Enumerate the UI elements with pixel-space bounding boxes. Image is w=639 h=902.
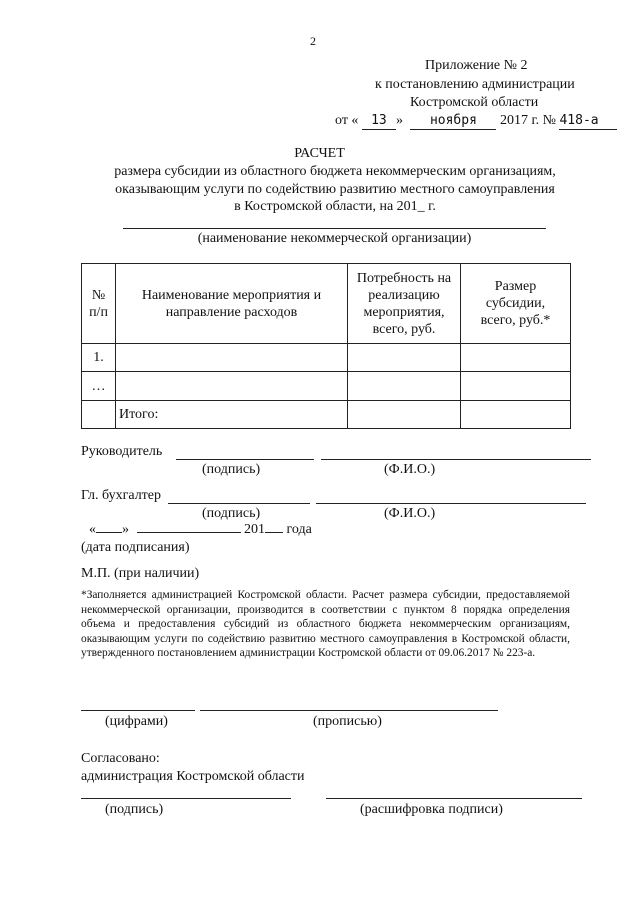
sign-date-line [89, 522, 312, 538]
row-num: 1. [82, 344, 116, 372]
date-close-quote: » [122, 522, 129, 537]
approval-decoding-line [326, 798, 582, 799]
heading-line2: оказывающим услуги по содействию развитию местного самоуправления [115, 182, 555, 197]
header-num: № п/п [82, 264, 116, 344]
date-caption: (дата подписания) [81, 540, 190, 555]
date-day: 13 [371, 113, 387, 128]
heading-line1: размера субсидии из областного бюджета некоммерческим организациям, [114, 164, 556, 179]
subsidy-table [81, 263, 571, 429]
accountant-fio-line [316, 503, 586, 504]
heading-title: РАСЧЕТ [294, 146, 345, 161]
table-row [82, 344, 571, 372]
accountant-fio-caption: (Ф.И.О.) [384, 506, 436, 521]
amount-words-line [200, 710, 498, 711]
row-name [116, 372, 348, 401]
header-need: Потребность на реализацию мероприятия, всего, руб. [348, 264, 461, 344]
date-month: ноября [429, 113, 477, 128]
accountant-label: Гл. бухгалтер [81, 488, 162, 503]
row-subsidy [461, 344, 571, 372]
total-subsidy [461, 401, 571, 429]
row-name [116, 344, 348, 372]
date-month-field [410, 113, 496, 130]
amount-digits-caption: (цифрами) [105, 714, 168, 729]
footnote [81, 588, 570, 661]
sign-day-blank [96, 532, 122, 533]
approval-sign-caption: (подпись) [105, 802, 164, 817]
date-number: 418-а [559, 113, 599, 128]
table-total-row [82, 401, 571, 429]
row-subsidy [461, 372, 571, 401]
table-header-row [82, 264, 571, 344]
row-need [348, 344, 461, 372]
sign-year-suffix: года [286, 522, 312, 537]
appendix-title: Приложение № 2 [425, 58, 528, 73]
total-num [82, 401, 116, 429]
date-prefix: от « [335, 113, 359, 128]
date-year: 2017 г. № [499, 113, 556, 128]
header-subsidy: Размер субсидии, всего, руб.* [461, 264, 571, 344]
table-row [82, 372, 571, 401]
page-number: 2 [310, 34, 316, 48]
head-sign-line [176, 459, 314, 460]
sign-year-blank [265, 532, 283, 533]
accountant-sign-line [168, 503, 310, 504]
total-label: Итого: [116, 401, 348, 429]
date-number-field [559, 113, 617, 130]
head-fio-line [321, 459, 591, 460]
date-day-field [362, 113, 396, 130]
head-label: Руководитель [81, 444, 163, 459]
amount-words-caption: (прописью) [313, 714, 382, 729]
org-name-line [123, 228, 546, 229]
footnote-text: *Заполняется администрацией Костромской области. Расчет размера субсидии, предоставляемой некоммерческой организации, производится в соответствии с пунктом 8 порядка определения объема и предоставления субсидий из областного бюджета некоммерческим организациям, оказывающим услуги по содействию развитию местного самоуправления в Костромской области, утвержденного постановлением администрации Костромской области от 09.06.2017 № 223-а. [81, 589, 570, 660]
approval-org: администрация Костромской области [81, 769, 305, 784]
appendix-line2: к постановлению администрации [375, 77, 575, 92]
stamp-label: М.П. (при наличии) [81, 566, 200, 581]
appendix-date-line [335, 113, 617, 130]
row-need [348, 372, 461, 401]
sign-month-blank [137, 532, 241, 533]
amount-digits-line [81, 710, 195, 711]
approval-agreed: Согласовано: [81, 751, 160, 766]
approval-sign-line [81, 798, 291, 799]
appendix-line3: Костромской области [410, 95, 539, 110]
heading-line3: в Костромской области, на 201_ г. [234, 199, 436, 214]
date-open-quote: « [89, 522, 96, 537]
accountant-sign-caption: (подпись) [202, 506, 261, 521]
total-need [348, 401, 461, 429]
sign-year: 201 [244, 522, 265, 537]
org-name-caption: (наименование некоммерческой организации) [197, 231, 472, 246]
approval-decoding-caption: (расшифровка подписи) [360, 802, 503, 817]
row-num: … [82, 372, 116, 401]
date-close: » [395, 113, 403, 128]
head-fio-caption: (Ф.И.О.) [384, 462, 436, 477]
header-name: Наименование мероприятия и направление расходов [116, 264, 348, 344]
head-sign-caption: (подпись) [202, 462, 261, 477]
